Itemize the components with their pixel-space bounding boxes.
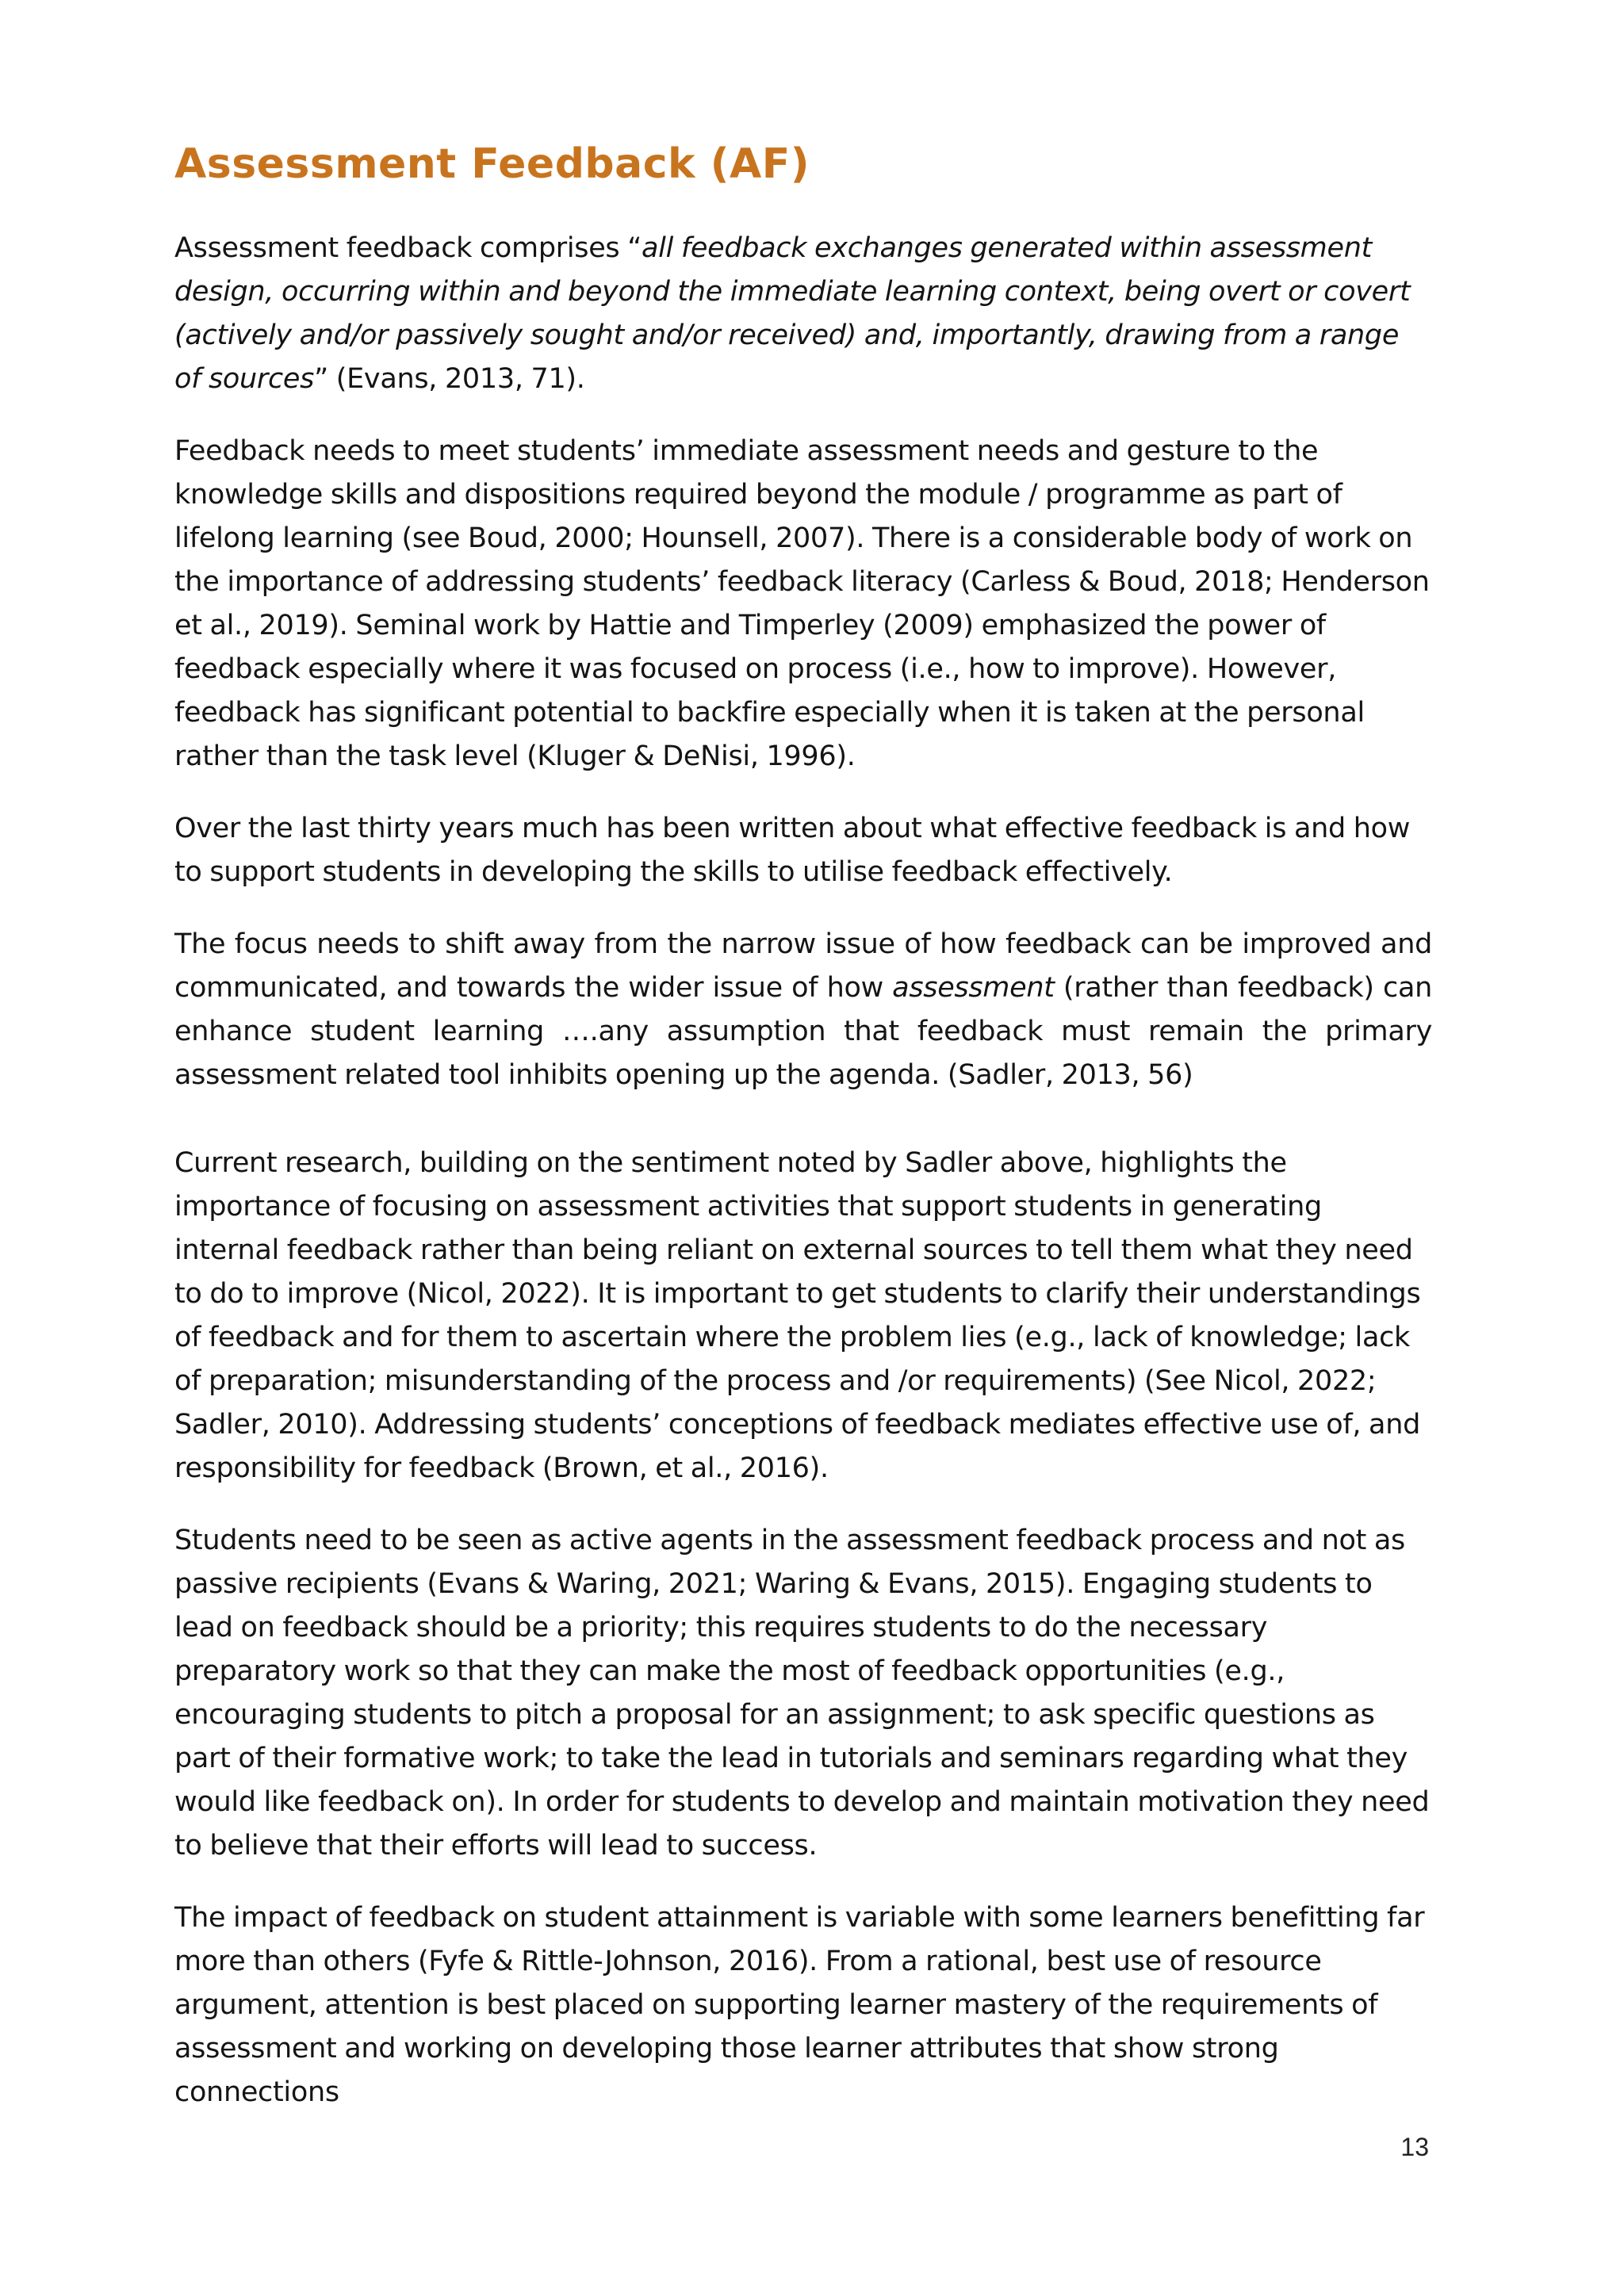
sadler-quote-emphasis: assessment <box>892 972 1055 1004</box>
paragraph-thirty-years: Over the last thirty years much has been written about what effective feedback is and how to support students in developing the skills to utilise feedback effectively. <box>174 813 1411 888</box>
paragraph-current-research: Current research, building on the sentiment noted by Sadler above, highlights the importance of focusing on assessment activities that support students in generating internal feedback rather than being reliant on external sources to tell them what they need to do to improve (Nicol, 2022). It is important to get students to clarify their understandings of feedback and for them to ascertain where the problem lies (e.g., lack of knowledge; lack of preparation; misunderstanding of the process and /or requirements) (See Nicol, 2022; Sadler, 2010). Addressing students’ conceptions of feedback mediates effective use of, and responsibility for feedback (Brown, et al., 2016). <box>174 1147 1421 1484</box>
sadler-quote-start: The focus needs to shift away from the narrow issue of how feedback can be improved and communicated, and towards the wider issue of how <box>174 928 1432 1004</box>
page-number: 13 <box>1400 2133 1429 2161</box>
paragraph-active-agents: Students need to be seen as active agents in the assessment feedback process and not as passive recipients (Evans & Waring, 2021; Waring & Evans, 2015). Engaging students to lead on feedback should be a priority; this requires students to do the necessary preparatory work so that they can make the most of feedback opportunities (e.g., encouraging students to pitch a proposal for an assignment; to ask specific questions as part of their formative work; to take the lead in tutorials and seminars regarding what they would like feedback on). In order for students to develop and maintain motivation they need to believe that their efforts will lead to success. <box>174 1525 1430 1862</box>
sadler-quote-block <box>174 923 1432 1097</box>
definition-lead: Assessment feedback comprises “ <box>174 232 642 264</box>
paragraph-impact: The impact of feedback on student attainment is variable with some learners benefitting far more than others (Fyfe & Rittle-Johnson, 2016). From a rational, best use of resource argument, attention is best placed on supporting learner mastery of the requirements of assessment and working on developing those learner attributes that show strong connections <box>174 1902 1425 2108</box>
section-heading: Assessment Feedback (AF) <box>174 140 810 188</box>
definition-citation: ” (Evans, 2013, 71). <box>314 363 585 395</box>
paragraph-definition <box>174 227 1432 401</box>
sadler-quote-end: (rather than feedback) can enhance student learning ….any assumption that feedback must remain the primary assessment related tool inhibits opening up the agenda. (Sadler, 2013, 56) <box>174 972 1432 1091</box>
paragraph-feedback-needs: Feedback needs to meet students’ immediate assessment needs and gesture to the knowledge skills and dispositions required beyond the module / programme as part of lifelong learning (see Boud, 2000; Hounsell, 2007). There is a considerable body of work on the importance of addressing students’ feedback literacy (Carless & Boud, 2018; Henderson et al., 2019). Seminal work by Hattie and Timperley (2009) emphasized the power of feedback especially where it was focused on process (i.e., how to improve). However, feedback has significant potential to backfire especially when it is taken at the personal rather than the task level (Kluger & DeNisi, 1996). <box>174 435 1430 772</box>
page-content <box>174 136 1432 2143</box>
definition-quote: all feedback exchanges generated within assessment design, occurring within and beyond the immediate learning context, being overt or covert (actively and/or passively sought and/or received) and, importantly, drawing from a range of sources <box>174 232 1411 395</box>
